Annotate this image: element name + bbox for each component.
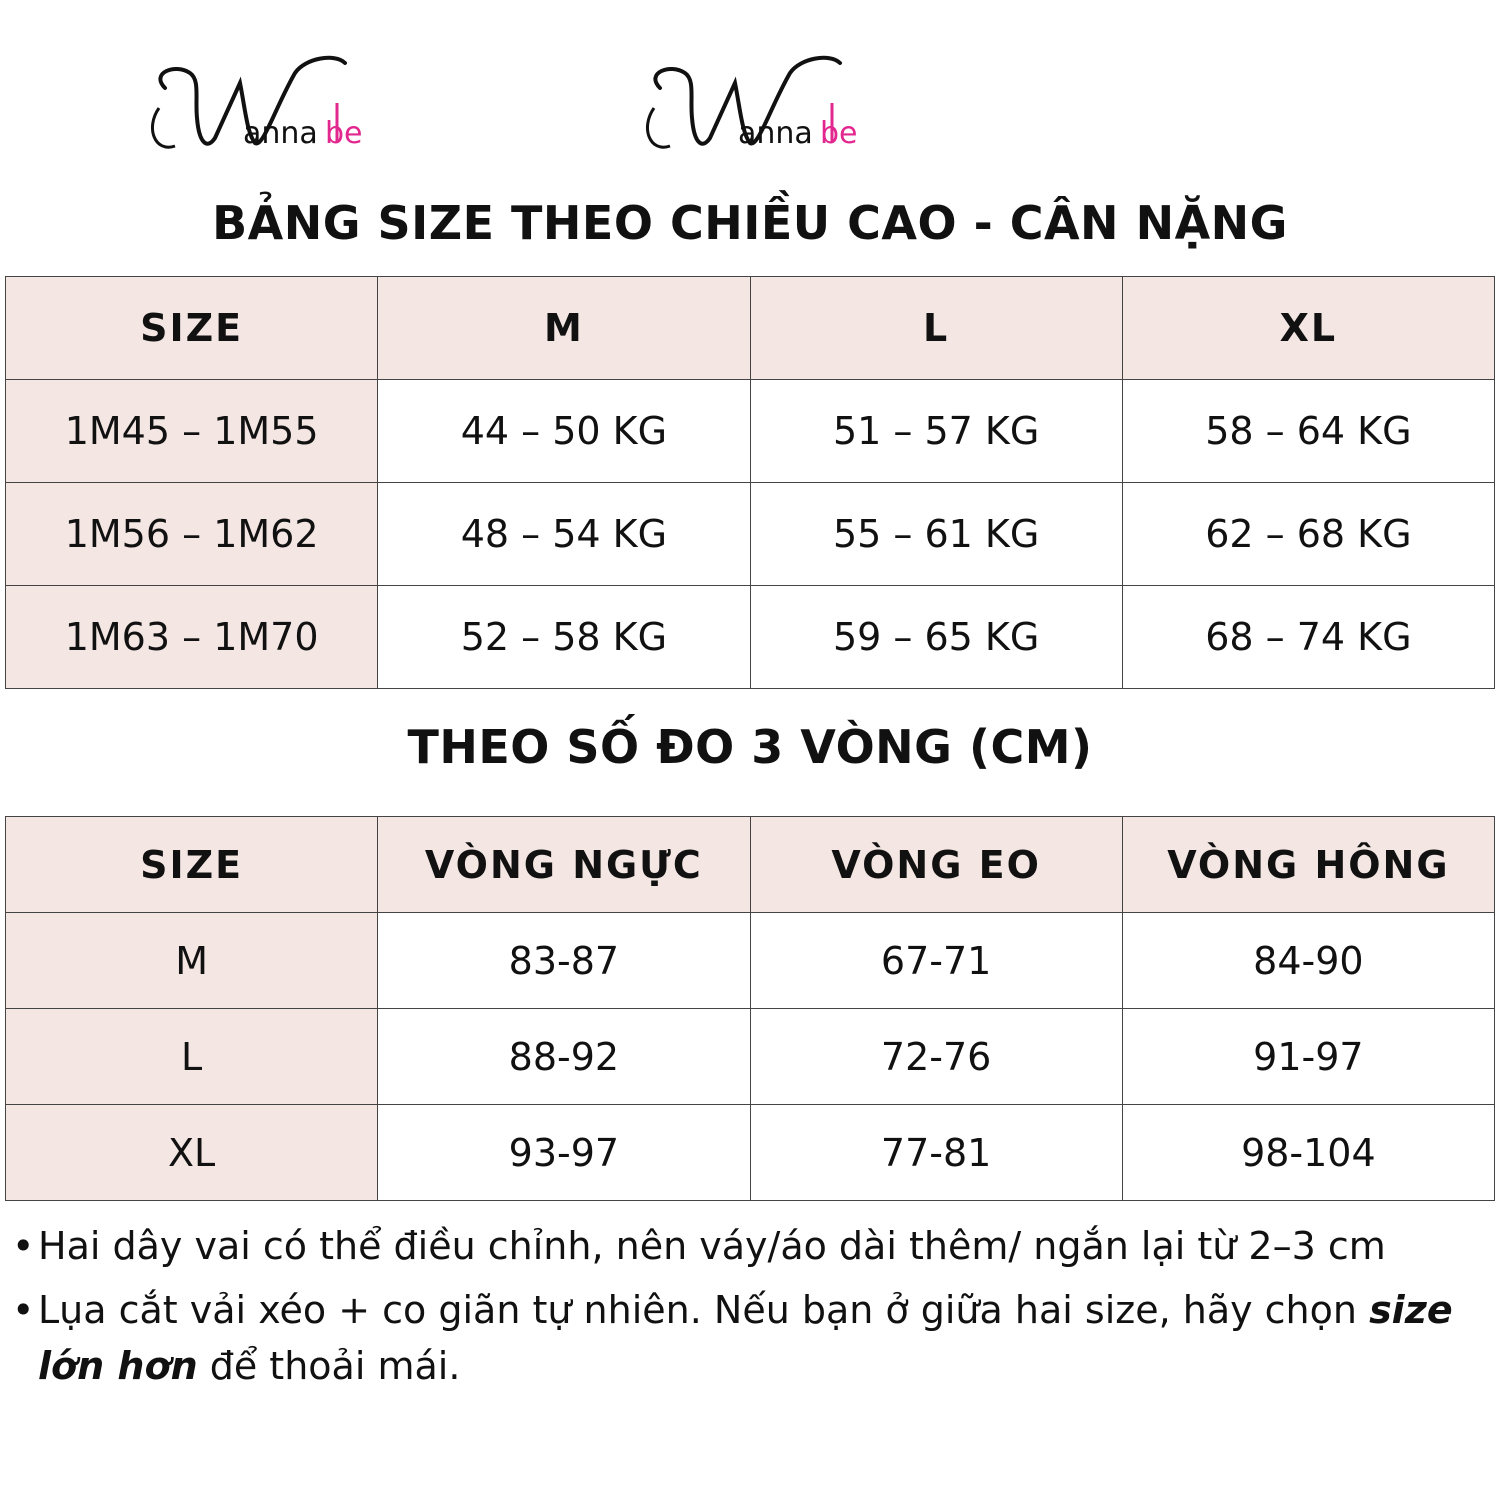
note-text: Hai dây vai có thể điều chỉnh, nên váy/áo dài thêm/ ngắn lại từ 2–3 cm [38, 1224, 1386, 1268]
note-text: Lụa cắt vải xéo + co giãn tự nhiên. Nếu bạn ở giữa hai size, hãy chọn [38, 1288, 1370, 1332]
size-cell: M [6, 913, 378, 1009]
weight-cell: 68 – 74 KG [1122, 586, 1494, 689]
weight-cell: 55 – 61 KG [750, 483, 1122, 586]
height-range-cell: 1M45 – 1M55 [6, 380, 378, 483]
table-header-cell: VÒNG EO [750, 817, 1122, 913]
note-item [12, 1282, 1482, 1394]
measurement-cell: 98-104 [1122, 1105, 1494, 1201]
measurement-cell: 84-90 [1122, 913, 1494, 1009]
note-emphasis: size lớn hơn [38, 1288, 1453, 1388]
measurement-cell: 72-76 [750, 1009, 1122, 1105]
table-header-row [6, 817, 1495, 913]
weight-cell: 44 – 50 KG [378, 380, 750, 483]
height-weight-table [5, 276, 1495, 689]
svg-text:anna: anna [243, 116, 318, 151]
measurement-cell: 67-71 [750, 913, 1122, 1009]
table-header-cell: SIZE [6, 817, 378, 913]
wannabe-logo-mark [145, 48, 405, 158]
note-text: để thoải mái. [197, 1344, 461, 1388]
weight-cell: 52 – 58 KG [378, 586, 750, 689]
size-cell: L [6, 1009, 378, 1105]
table-row [6, 1105, 1495, 1201]
table-row [6, 1009, 1495, 1105]
weight-cell: 48 – 54 KG [378, 483, 750, 586]
weight-cell: 59 – 65 KG [750, 586, 1122, 689]
svg-text:anna: anna [738, 116, 813, 151]
measurements-table [5, 816, 1495, 1201]
measurement-cell: 88-92 [378, 1009, 750, 1105]
bullet: • [12, 1288, 35, 1332]
measurement-cell: 77-81 [750, 1105, 1122, 1201]
height-weight-title: BẢNG SIZE THEO CHIỀU CAO - CÂN NẶNG [212, 196, 1288, 250]
measurements-title: THEO SỐ ĐO 3 VÒNG (CM) [407, 720, 1093, 774]
note-item [12, 1218, 1482, 1274]
svg-text:be: be [820, 116, 858, 151]
table-header-cell: L [750, 277, 1122, 380]
table-row [6, 483, 1495, 586]
weight-cell: 51 – 57 KG [750, 380, 1122, 483]
bullet: • [12, 1224, 35, 1268]
table-row [6, 380, 1495, 483]
table-header-cell: SIZE [6, 277, 378, 380]
table-header-row [6, 277, 1495, 380]
table-row [6, 586, 1495, 689]
table-header-cell: VÒNG HÔNG [1122, 817, 1494, 913]
measurement-cell: 83-87 [378, 913, 750, 1009]
wannabe-logo [145, 48, 405, 158]
table-row [6, 913, 1495, 1009]
table-header-cell: M [378, 277, 750, 380]
table-header-cell: VÒNG NGỰC [378, 817, 750, 913]
measurement-cell: 93-97 [378, 1105, 750, 1201]
wannabe-logo [640, 48, 900, 158]
measurement-cell: 91-97 [1122, 1009, 1494, 1105]
size-cell: XL [6, 1105, 378, 1201]
height-range-cell: 1M63 – 1M70 [6, 586, 378, 689]
weight-cell: 62 – 68 KG [1122, 483, 1494, 586]
weight-cell: 58 – 64 KG [1122, 380, 1494, 483]
notes-list [12, 1218, 1482, 1394]
height-range-cell: 1M56 – 1M62 [6, 483, 378, 586]
table-header-cell: XL [1122, 277, 1494, 380]
svg-text:be: be [325, 116, 363, 151]
wannabe-logo-mark [640, 48, 900, 158]
